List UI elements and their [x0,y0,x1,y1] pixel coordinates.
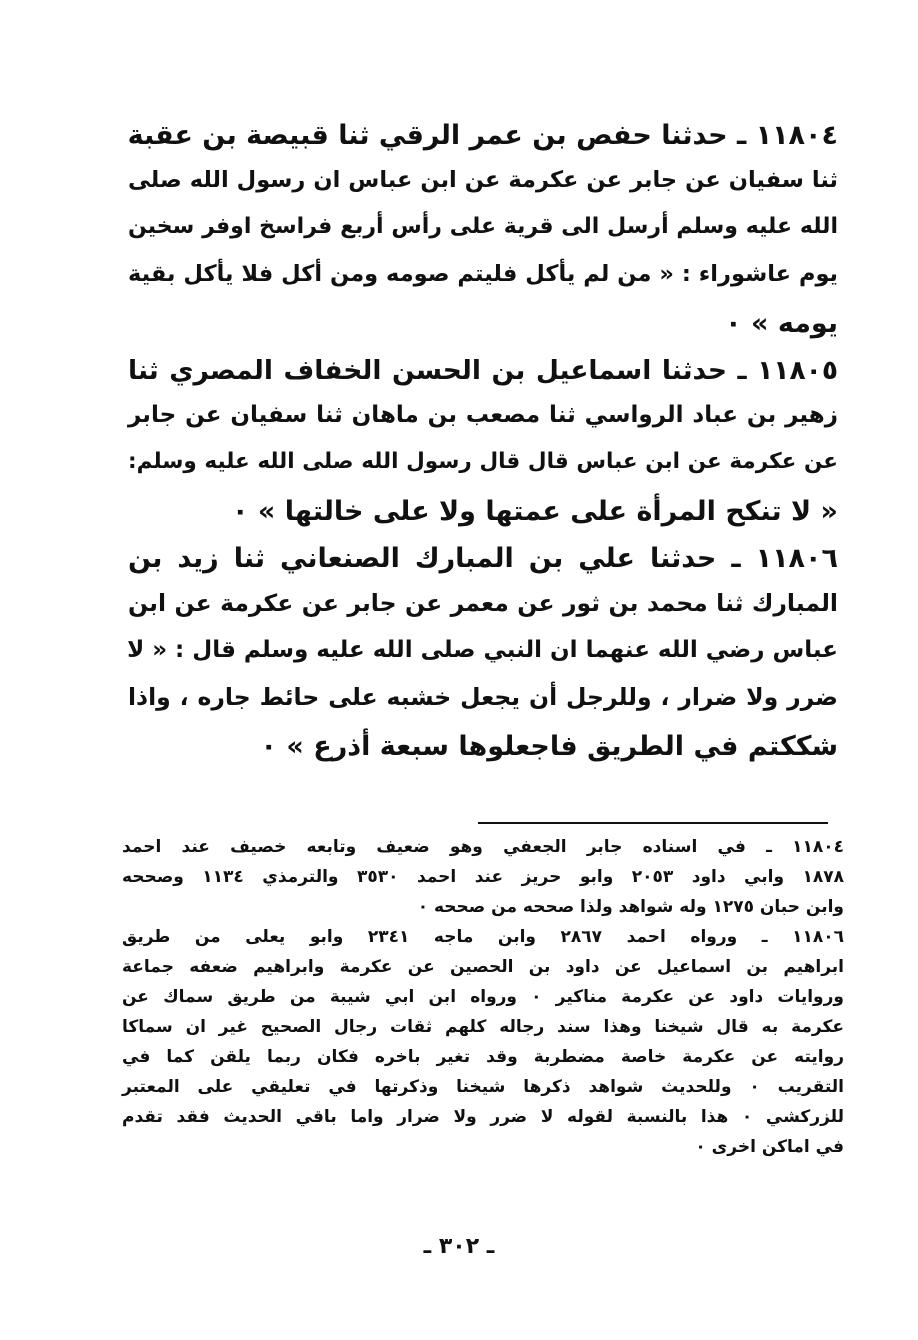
hadith-11806-line-3: عباس رضي الله عنهما ان النبي صلى الله عليه وسلم قال : « لا [127,637,838,663]
footnote-separator [478,822,828,824]
hadith-11805-line-4: « لا تنكح المرأة على عمتها ولا على خالتها » ٠ [232,496,838,527]
page-number: ـ ٣٠٢ ـ [423,1234,495,1259]
hadith-11806-line-2: المبارك ثنا محمد بن ثور عن معمر عن جابر عن عكرمة عن ابن [128,589,838,617]
hadith-11804-line-3: الله عليه وسلم أرسل الى قرية على رأس أربع فراسخ اوفر سخين [128,214,838,239]
footnote-line-6: وروايات داود عن عكرمة مناكير ٠ ورواه ابن ابي شيبة من طريق سماك عن [122,987,844,1007]
hadith-11806-line-5: شككتم في الطريق فاجعلوها سبعة أذرع » ٠ [260,731,838,762]
footnote-line-5: ابراهيم بن اسماعيل عن داود بن الحصين عن عكرمة وابراهيم ضعفه جماعة [122,957,844,977]
hadith-text-block [128,120,838,778]
footnote-line-11: في اماكن اخرى ٠ [695,1137,844,1157]
footnote-line-2: ١٨٧٨ وابي داود ٢٠٥٣ وابو حريز عند احمد ٣٥٣٠ والترمذي ١١٣٤ وصححه [122,867,844,887]
hadith-11806-line-1: ١١٨٠٦ ـ حدثنا علي بن المبارك الصنعاني ثنا زيد بن [128,543,838,574]
hadith-11805-line-1: ١١٨٠٥ ـ حدثنا اسماعيل بن الحسن الخفاف المصري ثنا [128,355,838,386]
footnotes-block [122,832,844,1162]
hadith-11805-line-3: عن عكرمة عن ابن عباس قال قال رسول الله صلى الله عليه وسلم: [128,449,838,474]
hadith-11804-line-2: ثنا سفيان عن جابر عن عكرمة عن ابن عباس ان رسول الله صلى [128,167,838,193]
hadith-11806-line-4: ضرر ولا ضرار ، وللرجل أن يجعل خشبه على حائط جاره ، واذا [128,683,838,711]
footnote-line-9: التقريب ٠ وللحديث شواهد ذكرها شيخنا وذكرتها في تعليقي على المعتبر [122,1077,844,1097]
footnote-line-7: عكرمة به قال شيخنا وهذا سند رجاله كلهم ثقات رجال الصحيح غير ان سماكا [122,1017,844,1037]
footnote-line-1: ١١٨٠٤ ـ في اسناده جابر الجعفي وهو ضعيف وتابعه خصيف عند احمد [122,837,844,857]
hadith-11804-line-1: ١١٨٠٤ ـ حدثنا حفص بن عمر الرقي ثنا قبيصة بن عقبة [127,120,838,151]
footnote-line-4: ١١٨٠٦ ـ ورواه احمد ٢٨٦٧ وابن ماجه ٢٣٤١ وابو يعلى من طريق [122,927,844,947]
footnote-line-8: روايته عن عكرمة خاصة مضطربة وقد تغير باخره فكان ربما يلقن كما في [122,1047,844,1067]
footnote-line-10: للزركشي ٠ هذا بالنسبة لقوله لا ضرر ولا ضرار واما باقي الحديث فقد تقدم [122,1107,845,1127]
hadith-11804-line-5: يومه » ٠ [725,308,838,339]
hadith-11805-line-2: زهير بن عباد الرواسي ثنا مصعب بن ماهان ثنا سفيان عن جابر [128,402,838,428]
footnote-line-3: وابن حبان ١٢٧٥ وله شواهد ولذا صححه من صححه ٠ [417,897,844,917]
hadith-11804-line-4: يوم عاشوراء : « من لم يأكل فليتم صومه ومن أكل فلا يأكل بقية [128,261,838,287]
